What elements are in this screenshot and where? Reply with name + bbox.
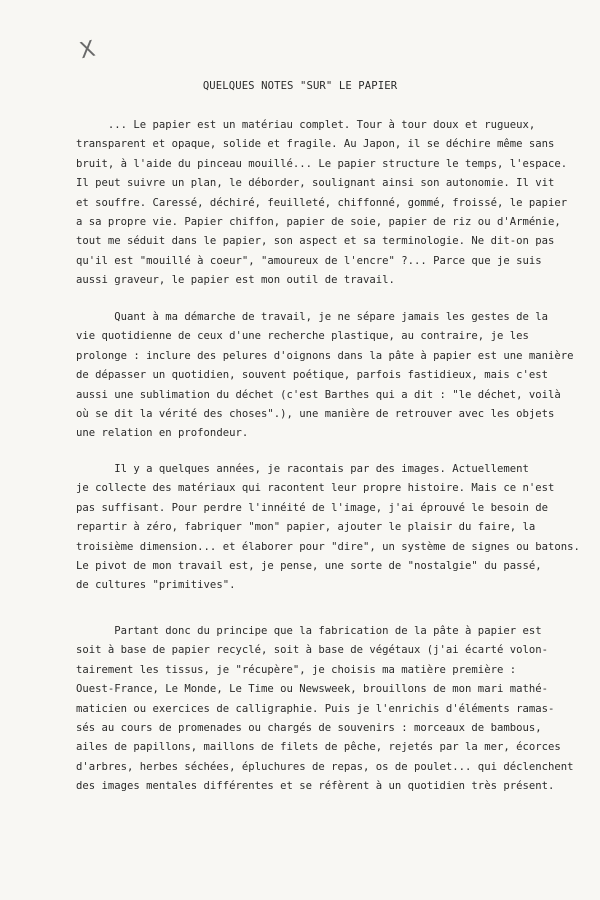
text-line: Quant à ma démarche de travail, je ne sépare jamais les gestes de la bbox=[76, 311, 548, 323]
text-line: ... Le papier est un matériau complet. Tour à tour doux et rugueux, bbox=[76, 119, 536, 131]
text-line: maticien ou exercices de calligraphie. Puis je l'enrichis d'éléments ramas- bbox=[76, 702, 555, 715]
text-line: Le pivot de mon travail est, je pense, une sorte de "nostalgie" du passé, bbox=[76, 560, 542, 573]
text-line: bruit, à l'aide du pinceau mouillé... Le papier structure le temps, l'espace. bbox=[76, 157, 568, 170]
paragraph-4 bbox=[76, 622, 576, 797]
text-line: Ouest-France, Le Monde, Le Time ou Newsweek, brouillons de mon mari mathé- bbox=[76, 683, 548, 696]
text-line: de dépasser un quotidien, souvent poétique, parfois fastidieux, mais c'est bbox=[76, 369, 548, 382]
text-line: tairement les tissus, je "récupère", je choisis ma matière première : bbox=[76, 663, 517, 676]
text-line: qu'il est "mouillé à coeur", "amoureux de l'encre" ?... Parce que je suis bbox=[76, 254, 542, 267]
paragraph-3 bbox=[76, 460, 580, 596]
document-title: QUELQUES NOTES "SUR" LE PAPIER bbox=[202, 80, 398, 92]
text-line: de cultures "primitives". bbox=[76, 579, 236, 592]
margin-handwritten-mark: X bbox=[77, 36, 98, 65]
text-line: aussi une sublimation du déchet (c'est Barthes qui a dit : "le déchet, voilà bbox=[76, 388, 561, 401]
text-line: tout me séduit dans le papier, son aspect et sa terminologie. Ne dit-on pas bbox=[76, 235, 555, 248]
text-line: vie quotidienne de ceux d'une recherche plastique, au contraire, je les bbox=[76, 330, 529, 343]
text-line: repartir à zéro, fabriquer "mon" papier, ajouter le plaisir du faire, la bbox=[76, 521, 536, 534]
text-line: d'arbres, herbes séchées, épluchures de repas, os de poulet... qui déclenchent bbox=[76, 760, 574, 773]
text-line: Partant donc du principe que la fabrication de la pâte à papier est bbox=[76, 625, 542, 637]
text-line: des images mentales différentes et se réfèrent à un quotidien très présent. bbox=[76, 780, 555, 793]
text-line: a sa propre vie. Papier chiffon, papier de soie, papier de riz ou d'Arménie, bbox=[76, 216, 561, 229]
text-line: transparent et opaque, solide et fragile. Au Japon, il se déchire même sans bbox=[76, 138, 555, 151]
text-line: je collecte des matériaux qui racontent leur propre histoire. Mais ce n'est bbox=[76, 482, 555, 495]
text-line: sés au cours de promenades ou chargés de souvenirs : morceaux de bambous, bbox=[76, 722, 542, 735]
text-line: pas suffisant. Pour perdre l'innéité de l'image, j'ai éprouvé le besoin de bbox=[76, 501, 548, 514]
text-line: et souffre. Caressé, déchiré, feuilleté, chiffonné, gommé, froissé, le papier bbox=[76, 196, 568, 209]
paragraph-1 bbox=[76, 116, 576, 291]
text-line: où se dit la vérité des choses".), une manière de retrouver avec les objets bbox=[76, 408, 555, 421]
text-line: Il y a quelques années, je racontais par des images. Actuellement bbox=[76, 463, 529, 475]
text-line: soit à base de papier recyclé, soit à base de végétaux (j'ai écarté volon- bbox=[76, 644, 548, 657]
paragraph-2 bbox=[76, 308, 576, 444]
text-line: une relation en profondeur. bbox=[76, 427, 249, 440]
text-line: troisième dimension... et élaborer pour "dire", un système de signes ou batons. bbox=[76, 540, 580, 553]
text-line: Il peut suivre un plan, le déborder, soulignant ainsi son autonomie. Il vit bbox=[76, 177, 555, 190]
text-line: prolonge : inclure des pelures d'oignons dans la pâte à papier est une manière bbox=[76, 349, 574, 362]
text-line: aussi graveur, le papier est mon outil de travail. bbox=[76, 274, 395, 287]
text-line: ailes de papillons, maillons de filets de pêche, rejetés par la mer, écorces bbox=[76, 741, 561, 754]
